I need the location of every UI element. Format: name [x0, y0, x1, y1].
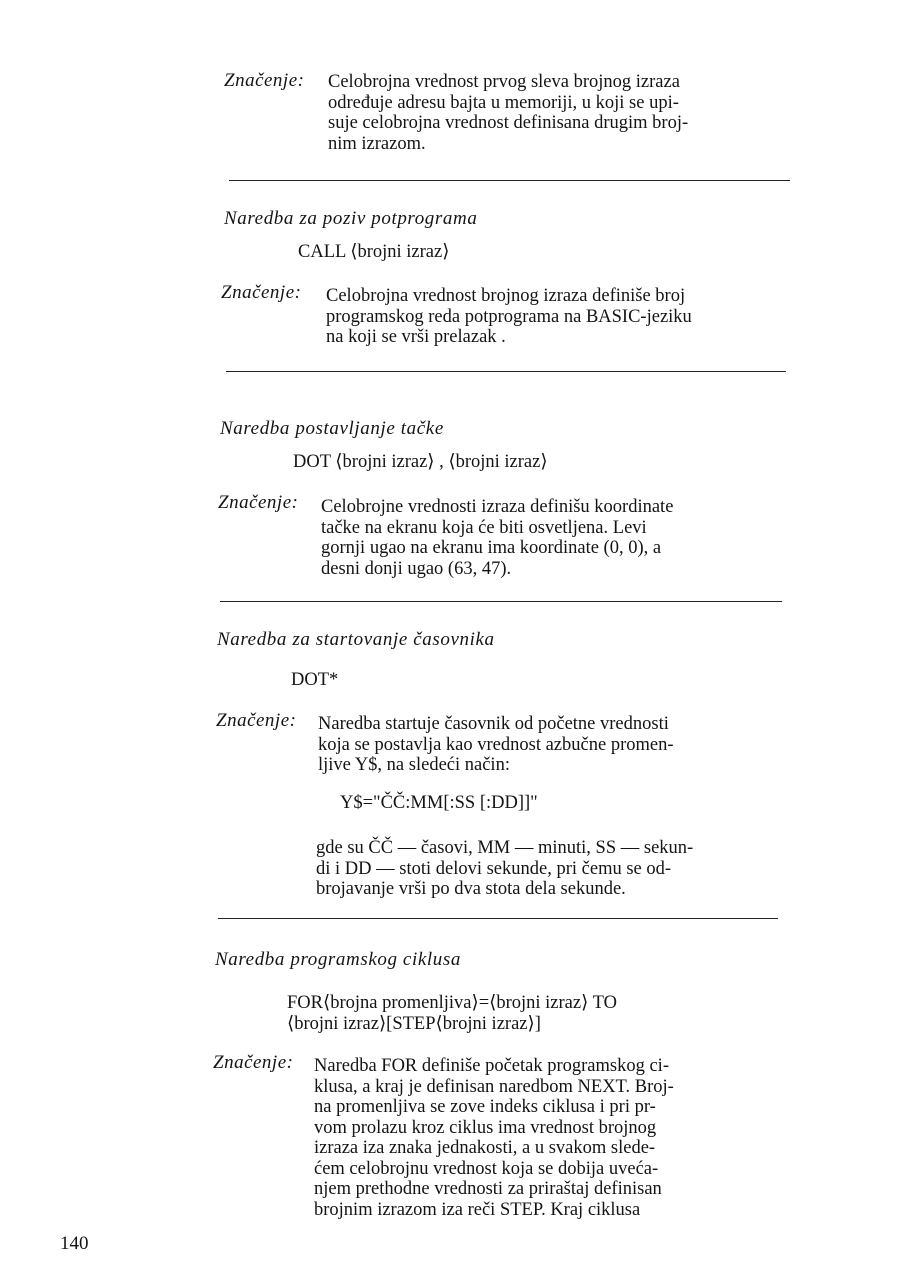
text-line: brojavanje vrši po dva stota dela sekunde.	[316, 879, 626, 899]
meaning-text	[318, 714, 788, 776]
text-line: koja se postavlja kao vrednost azbučne promen-	[318, 734, 674, 755]
meaning-label: Značenje:	[213, 1052, 294, 1073]
text-line: izraza iza znaka jednakosti, a u svakom slede-	[314, 1138, 656, 1158]
text-line: Naredba FOR definiše početak programskog ci-	[314, 1056, 669, 1076]
format-line: Y$="ČČ:MM[:SS [:DD]]"	[340, 793, 538, 813]
meaning-label: Značenje:	[216, 710, 297, 731]
text-line: ćem celobrojnu vrednost koja se dobija uveća-	[314, 1158, 659, 1179]
meaning-label: Značenje:	[218, 492, 299, 513]
section-heading: Naredba postavljanje tačke	[220, 418, 444, 439]
section-divider	[218, 918, 778, 919]
section-heading: Naredba za startovanje časovnika	[217, 629, 495, 650]
text-line: programskog reda potprograma na BASIC-jeziku	[326, 306, 692, 327]
text-line: di i DD — stoti delovi sekunde, pri čemu se od-	[316, 858, 672, 879]
text-line: Naredba startuje časovnik od početne vrednosti	[318, 714, 669, 734]
meaning-text	[328, 72, 798, 154]
text-line: klusa, a kraj je definisan naredbom NEXT. Broj-	[314, 1076, 674, 1097]
text-line: na koji se vrši prelazak .	[326, 327, 506, 347]
text-line: Celobrojna vrednost prvog sleva brojnog izraza	[328, 72, 680, 92]
syntax-block	[291, 670, 338, 691]
syntax-block	[293, 452, 548, 473]
text-line: tačke na ekranu koja će biti osvetljena. Levi	[321, 517, 647, 538]
text-line: vom prolazu kroz ciklus ima vrednost brojnog	[314, 1117, 657, 1138]
text-line: na promenljiva se zove indeks ciklusa i pri pr-	[314, 1097, 656, 1117]
syntax-line: ⟨brojni izraz⟩[STEP⟨brojni izraz⟩]	[287, 1013, 541, 1034]
section-divider	[229, 180, 790, 181]
text-line: nim izrazom.	[328, 133, 426, 154]
text-line: ljive Y$, na sledeći način:	[318, 755, 510, 775]
section-heading: Naredba za poziv potprograma	[224, 208, 478, 229]
text-line: desni donji ugao (63, 47).	[321, 558, 512, 579]
syntax-block	[287, 993, 617, 1034]
text-line: određuje adresu bajta u memoriji, u koji se upi-	[328, 92, 679, 113]
syntax-block	[298, 242, 449, 263]
meaning-text	[326, 286, 796, 348]
text-line: Celobrojne vrednosti izraza definišu koordinate	[321, 497, 674, 517]
meaning-text	[321, 497, 791, 579]
syntax-line: DOT*	[291, 670, 339, 690]
syntax-line: FOR⟨brojna promenljiva⟩=⟨brojni izraz⟩ TO	[287, 993, 617, 1013]
text-line: gornji ugao na ekranu ima koordinate (0, 0), a	[321, 538, 662, 558]
section-divider	[220, 601, 782, 602]
explanation-text	[316, 838, 786, 900]
text-line: njem prethodne vrednosti za priraštaj definisan	[314, 1179, 662, 1199]
meaning-label: Značenje:	[221, 282, 302, 303]
syntax-line: CALL ⟨brojni izraz⟩	[298, 242, 450, 262]
text-line: suje celobrojna vrednost definisana drugim broj-	[328, 113, 689, 133]
text-line: brojnim izrazom iza reči STEP. Kraj ciklusa	[314, 1199, 641, 1220]
section-divider	[226, 371, 786, 372]
section-heading: Naredba programskog ciklusa	[215, 949, 461, 970]
syntax-line: DOT ⟨brojni izraz⟩ , ⟨brojni izraz⟩	[293, 452, 548, 472]
page-number: 140	[60, 1233, 89, 1254]
meaning-text	[314, 1056, 784, 1220]
meaning-label: Značenje:	[224, 70, 305, 91]
text-line: gde su ČČ — časovi, MM — minuti, SS — sekun-	[316, 838, 694, 858]
text-line: Celobrojna vrednost brojnog izraza definiše broj	[326, 286, 686, 306]
